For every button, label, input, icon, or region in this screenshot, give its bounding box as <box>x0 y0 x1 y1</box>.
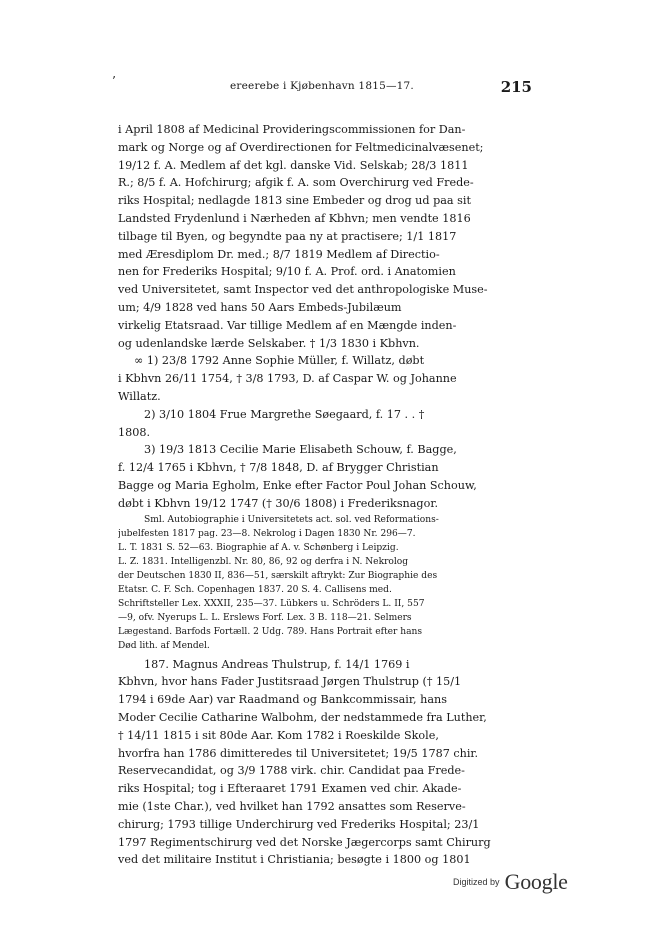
text-line: 1808. <box>118 425 151 439</box>
reference-line: Schriftsteller Lex. XXXII, 235—37. Lübkers u. Schröders L. II, 557 <box>118 598 425 609</box>
text-line: Landsted Frydenlund i Nærheden af Kbhvn; men vendte 1816 <box>118 211 471 225</box>
text-line: um; 4/9 1828 ved hans 50 Aars Embeds-Jubilæum <box>118 300 402 314</box>
text-line: 1794 i 69de Aar) var Raadmand og Bankcommissair, hans <box>118 693 447 707</box>
text-line: riks Hospital; tog i Efteraaret 1791 Examen ved chir. Akade- <box>118 782 462 796</box>
page-body <box>118 121 536 869</box>
google-logo: Google <box>504 869 568 894</box>
text-line: ved Universitetet, samt Inspector ved det anthropologiske Muse- <box>118 283 488 297</box>
reference-line: Etatsr. C. F. Sch. Copenhagen 1837. 20 S. 4. Callisens med. <box>118 584 392 595</box>
running-title: ereerebe i Kjøbenhavn 1815—17. <box>230 80 414 92</box>
text-line: Moder Cecilie Catharine Walbohm, der nedstammede fra Luther, <box>118 710 487 724</box>
reference-line: —9, ofv. Nyerups L. L. Erslews Forf. Lex. 3 B. 118—21. Selmers <box>118 612 412 623</box>
reference-line: jubelfesten 1817 pag. 23—8. Nekrolog i Dagen 1830 Nr. 296—7. <box>118 528 416 539</box>
text-line: 1797 Regimentschirurg ved det Norske Jægercorps samt Chirurg <box>118 835 491 849</box>
text-line: Willatz. <box>118 389 161 403</box>
reference-line: Lægestand. Barfods Fortæll. 2 Udg. 789. Hans Portrait efter hans <box>118 626 423 637</box>
reference-line: Død lith. af Mendel. <box>118 640 210 651</box>
google-watermark <box>453 869 568 895</box>
text-line: med Æresdiplom Dr. med.; 8/7 1819 Medlem af Directio- <box>118 247 440 261</box>
text-line: nen for Frederiks Hospital; 9/10 f. A. Prof. ord. i Anatomien <box>118 265 456 279</box>
text-line: i Kbhvn 26/11 1754, † 3/8 1793, D. af Caspar W. og Johanne <box>118 372 457 386</box>
entry-heading-line: 187. Magnus Andreas Thulstrup, f. 14/1 1769 i <box>144 657 410 671</box>
text-line: † 14/11 1815 i sit 80de Aar. Kom 1782 i Roeskilde Skole, <box>118 728 439 742</box>
text-line: virkelig Etatsraad. Var tillige Medlem af en Mængde inden- <box>118 318 457 332</box>
text-line: døbt i Kbhvn 19/12 1747 († 30/6 1808) i Frederiksnagor. <box>118 496 439 510</box>
reference-line: L. T. 1831 S. 52—63. Biographie af A. v. Schønberg i Leipzig. <box>118 542 399 553</box>
text-line: Reservecandidat, og 3/9 1788 virk. chir. Candidat paa Frede- <box>118 764 465 778</box>
text-line: og udenlandske lærde Selskaber. † 1/3 1830 i Kbhvn. <box>118 336 420 350</box>
running-head <box>112 74 532 98</box>
text-line: i April 1808 af Medicinal Provideringscommissionen for Dan- <box>118 123 466 136</box>
page-number: 215 <box>500 78 532 96</box>
reference-line: der Deutschen 1830 II, 836—51, særskilt aftrykt: Zur Biographie des <box>118 570 438 581</box>
text-line: ∞ 1) 23/8 1792 Anne Sophie Müller, f. Willatz, døbt <box>134 354 425 368</box>
text-line: 19/12 f. A. Medlem af det kgl. danske Vid. Selskab; 28/3 1811 <box>118 158 469 172</box>
text-line: mie (1ste Char.), ved hvilket han 1792 ansattes som Reserve- <box>118 799 466 813</box>
text-line: 3) 19/3 1813 Cecilie Marie Elisabeth Schouw, f. Bagge, <box>144 443 457 457</box>
reference-line: Sml. Autobiographie i Universitetets act. sol. ved Reformations- <box>144 514 439 525</box>
text-line: chirurg; 1793 tillige Underchirurg ved Frederiks Hospital; 23/1 <box>118 817 480 831</box>
reference-line: L. Z. 1831. Intelligenzbl. Nr. 80, 86, 92 og derfra i N. Nekrolog <box>118 556 409 567</box>
stray-mark: ’ <box>112 74 116 88</box>
text-line: f. 12/4 1765 i Kbhvn, † 7/8 1848, D. af Brygger Christian <box>118 461 439 475</box>
text-line: ved det militaire Institut i Christiania; besøgte i 1800 og 1801 <box>118 853 471 867</box>
text-line: hvorfra han 1786 dimitteredes til Universitetet; 19/5 1787 chir. <box>118 746 479 760</box>
text-line: tilbage til Byen, og begyndte paa ny at practisere; 1/1 1817 <box>118 229 457 243</box>
text-line: R.; 8/5 f. A. Hofchirurg; afgik f. A. som Overchirurg ved Frede- <box>118 176 474 190</box>
text-line: riks Hospital; nedlagde 1813 sine Embeder og drog ud paa sit <box>118 194 471 208</box>
watermark-prefix: Digitized by <box>453 877 500 887</box>
text-line: 2) 3/10 1804 Frue Margrethe Søegaard, f. 17 . . † <box>144 407 425 421</box>
text-line: mark og Norge og af Overdirectionen for Feltmedicinalvæsenet; <box>118 140 484 154</box>
text-line: Bagge og Maria Egholm, Enke efter Factor Poul Johan Schouw, <box>118 478 477 492</box>
text-line: Kbhvn, hvor hans Fader Justitsraad Jørgen Thulstrup († 15/1 <box>118 675 462 689</box>
